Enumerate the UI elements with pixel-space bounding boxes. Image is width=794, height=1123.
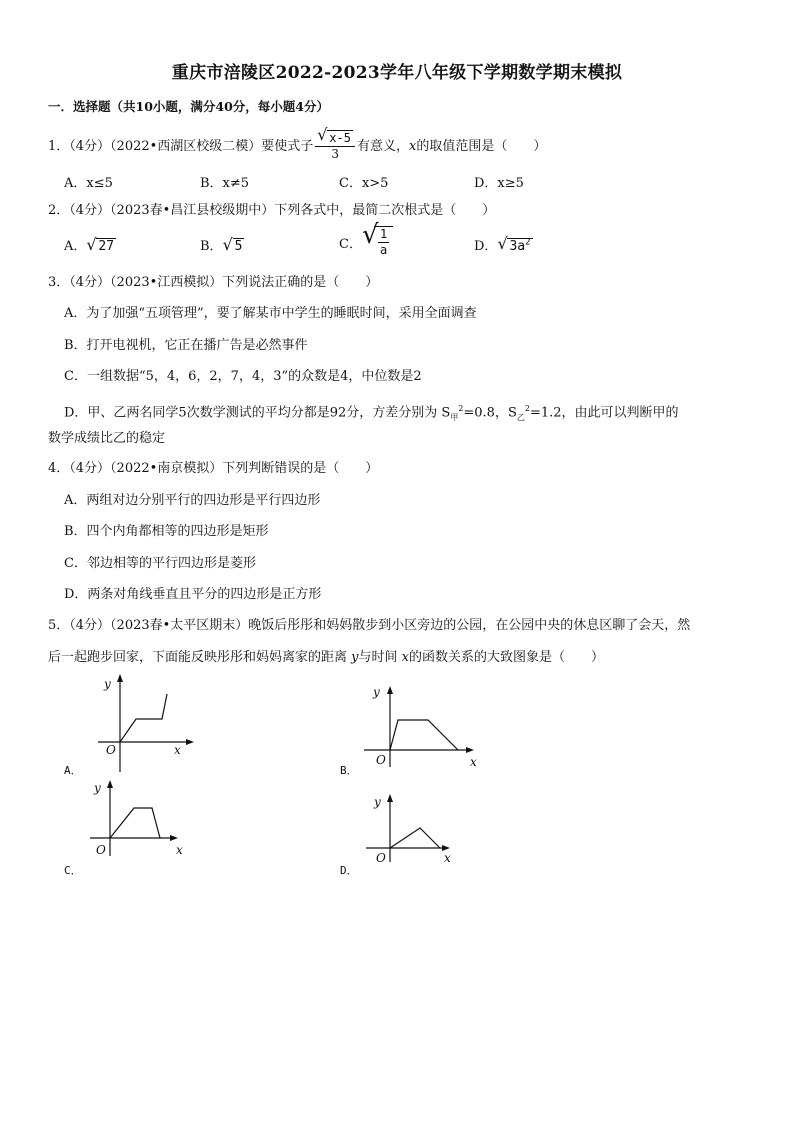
q3-option-d: D．甲、乙两名同学5次数学测试的平均分都是92分，方差分别为 $S_甲^2=0.8$，$S_乙^2=1.2$，由此可以判断甲的 [64,404,679,422]
q1-suffix-a: 有意义， [356,139,409,154]
q4-option-a: A．两组对边分别平行的四边形是平行四边形 [64,493,321,508]
q2-option-b: B． √ 5 [200,235,243,254]
graph-d-y-label: y [374,795,381,809]
graph-d-label: D． [340,864,358,877]
graph-d-x-label: x [444,851,451,865]
graph-b-label: B． [340,764,358,777]
question-5: 5．（4分）（2023春•太平区期末）晚饭后彤彤和妈妈散步到小区旁边的公园，在公园中央的休息区聊了会天，然 [48,618,691,633]
graph-c-label: C． [64,864,82,877]
question-4: 4．（4分）（2022•南京模拟）下列判断错误的是（ ） [48,461,379,476]
q1-prefix: 1．（4分）（2022•西湖区校级二模）要使式子 [48,139,314,154]
question-5-cont: 后一起跑步回家，下面能反映彤彤和妈妈离家的距离 y与时间 x的函数关系的大致图象是（ ） [48,650,605,665]
q4-option-d: D．两条对角线垂直且平分的四边形是正方形 [64,587,322,602]
page-title: 重庆市涪陵区2022-2023学年八年级下学期数学期末模拟 [171,63,623,83]
graph-b-origin: O [376,753,386,767]
q1-option-d: D．x≥5 [474,176,524,191]
q2-option-c: C． √ $\frac{1}{a}$ [339,226,393,258]
question-3: 3．（4分）（2023•江西模拟）下列说法正确的是（ ） [48,275,379,290]
q3-option-b: B．打开电视机，它正在播广告是必然事件 [64,338,308,353]
graph-a-x-label: x [174,743,181,757]
graph-a-y-label: y [104,677,111,691]
question-2: 2．（4分）（2023春•昌江县校级期中）下列各式中，最简二次根式是（ ） [48,203,496,218]
q1-suffix-b: 的取值范围是（ ） [416,139,547,154]
q4-option-c: C．邻边相等的平行四边形是菱形 [64,556,256,571]
graph-a-origin: O [106,743,116,757]
graph-c [90,778,200,858]
graph-b [358,682,488,772]
q3-option-a: A．为了加强“五项管理”，要了解某市中学生的睡眠时间，采用全面调查 [64,306,477,321]
graph-d [366,790,466,870]
q1-var: x [409,139,417,154]
graph-b-x-label: x [470,755,477,769]
q1-option-c: C．x>5 [339,176,389,191]
section-heading: 一．选择题（共10小题，满分40分，每小题4分） [48,99,329,114]
q1-option-a: A．x≤5 [64,176,113,191]
q4-option-b: B．四个内角都相等的四边形是矩形 [64,524,269,539]
q1-option-b: B．x≠5 [200,176,250,191]
q1-sqrt: √ x-5 [317,125,351,145]
q2-option-d: D． √ $3a^2$ [474,233,531,254]
graph-a-label: A． [64,764,82,777]
graph-d-origin: O [376,851,386,865]
q2-option-a: A． √ 27 [64,235,115,254]
q3-option-c: C．一组数据“5，4，6，2，7，4，3”的众数是4，中位数是2 [64,369,422,384]
graph-b-y-label: y [373,685,380,699]
graph-c-x-label: x [176,843,183,857]
q1-fraction: √ x-5 3 [315,131,355,162]
question-1 [48,125,547,162]
q3-option-d-cont: 数学成绩比乙的稳定 [48,431,166,446]
graph-c-y-label: y [94,781,101,795]
graph-c-origin: O [96,843,106,857]
graph-a [90,672,200,777]
